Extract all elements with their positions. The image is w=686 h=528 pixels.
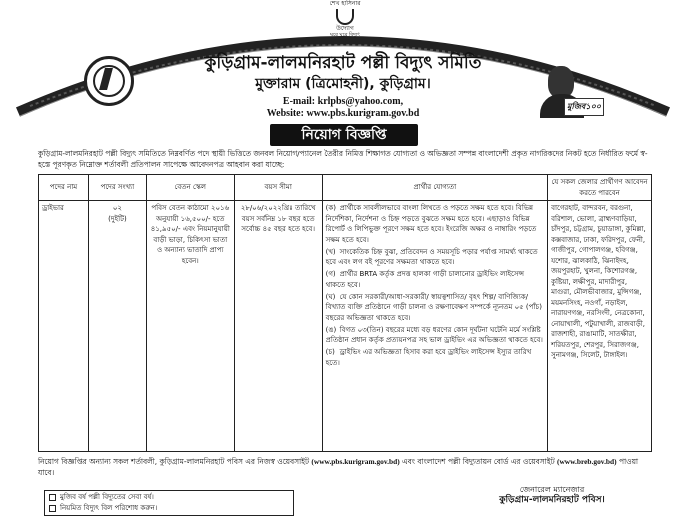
emblem-line3: ঘরে ঘরে বিদ্যুৎ [330, 32, 360, 38]
emblem-line2: উদ্যোগ [336, 25, 354, 32]
slogan-item: মুজিব বর্ষ পল্লী বিদ্যুতের সেবা বর্ষ। [49, 492, 289, 503]
header-pay-scale: বেতন স্কেল [146, 175, 234, 201]
header-post-count: পদের সংখ্যা [88, 175, 146, 201]
qualification-item: (খ) সাংকেতিক চিহ্ন বুঝা, প্রতিবেদন ও সময়সূচি পড়ার পর্যাপ্ত সামর্থ্য থাকতে হবে এবং লগ বই পূরণের সক্ষমতা থাকতে হবে। [325, 247, 538, 266]
qualification-item: (ঙ) বিগত ০৩(তিন) বছরের মধ্যে বড় ধরণের কোন দূর্ঘটনা ঘটেনি মর্মে সংশ্লিষ্ট প্রতিষ্ঠান প্রধান কর্তৃক প্রত্যয়নপত্র সহ ভাল ড্রাইভিং এর অভিজ্ঞতা থাকতে হবে। [325, 325, 543, 344]
table-row [39, 201, 652, 452]
signatory-title: জেনারেল ম্যানেজার [519, 485, 585, 494]
top-emblem [300, 0, 390, 40]
org-address: মুক্তারাম (ত্রিমোহনী), কুড়িগ্রাম। [255, 76, 431, 92]
signature-block [452, 484, 652, 506]
footer-note: নিয়োগ বিজ্ঞপ্তির অন্যান্য সকল শর্তাবলী, কুড়িগ্রাম-লালমনিরহাট পবিস এর নিজস্ব ওয়েবসাইট (www.pbs.kurigram.gov.bd) এবং বাংলাদেশ পল্লী বিদ্যুতায়ন বোর্ড এর ওয়েবসাইট (www.breb.gov.bd) পাওয়া যাবে। [38, 457, 639, 477]
qualification-item: (ঘ) যে কোন সরকারী/আধা-সরকারী/ স্বায়ত্বশাসিত/ বৃহৎ শিল্প/ বাণিজ্যিক/ বিখ্যাত ব্যক্তি প্রতিষ্ঠানে গাড়ী চালনা ও রক্ষণাবেক্ষণ সম্পর্কে ন্যূনতম ০৫ (পাঁচ) বছরের অভিজ্ঞতা থাকতে হবে। [325, 292, 542, 322]
header-post-name: পদের নাম [39, 175, 89, 201]
qualification-item: (ক) প্রার্থীকে সাবলীলভাবে বাংলা লিখতে ও পড়তে সক্ষম হতে হবে। বিভিন্ন নির্দেশিকা, নির্দেশনা ও চিহ্ন পড়তে বুঝতে সক্ষম হতে হবে। এছাড়াও বিভিন্ন রিপোর্ট ও লিপিভুক্ত পূরণে সক্ষম হতে হবে। ইংরেজি অক্ষর ও নাম্বারিং পড়তে সক্ষম হতে হবে। [325, 204, 537, 244]
cell-post-name: ড্রাইভার [39, 201, 89, 452]
cell-districts: বাগেরহাট, বান্দরবন, বরগুনা, বরিশাল, ভোলা, ব্রাহ্মণবাড়িয়া, চাঁদপুর, চট্টগ্রাম, চুয়াডাঙ্গা, কুমিল্লা, কক্সবাজার, ঢাকা, ফরিদপুর, ফেনী, গাজীপুর, গোপালগঞ্জ, হবিগঞ্জ, যশোর, ঝালকাঠি, ঝিনাইদহ, জয়পুরহাট, খুলনা, কিশোরগঞ্জ, কুষ্টিয়া, লক্ষীপুর, মাদারীপুর, মাগুরা, মৌলভীবাজার, মুন্সিগঞ্জ, ময়মনসিংহ, নওগাঁ, নড়াইল, নারায়ণগঞ্জ, নরসিংদী, নেত্রকোনা, নোয়াখালী, পটুয়াখালী, রাজবাড়ী, রাজশাহী, রাঙামাটি, সাতক্ষীরা, শরিয়তপুর, শেরপুর, সিরাজগঞ্জ, সুনামগঞ্জ, সিলেট, টাঙ্গাইল। [548, 201, 652, 452]
post-count-number: ০২ [112, 204, 122, 212]
header-districts: যে সকল জেলার প্রার্থীগণ আবেদন করতে পারবেন [548, 175, 652, 201]
posts-table [38, 174, 652, 452]
org-website: Website: www.pbs.kurigram.gov.bd [266, 108, 420, 119]
post-count-words: (দুইটি) [108, 214, 127, 223]
org-email: E-mail: krlpbs@yahoo.com, [282, 96, 404, 107]
slogan-box [44, 490, 294, 516]
emblem-line1: শেখ হাসিনার [329, 0, 361, 7]
checkbox-icon [49, 505, 56, 512]
slogan-item: নিয়মিত বিদ্যুৎ বিল পরিশোধ করুন। [49, 503, 289, 514]
qualification-item: (চ) ড্রাইভিং এর অভিজ্ঞতা হিসাব করা হবে ড্রাইভিং লাইসেন্স ইস্যুর তারিখ হতে। [325, 348, 532, 367]
checkbox-icon [49, 494, 56, 501]
cell-qualification [322, 201, 548, 452]
cell-post-count [88, 201, 146, 452]
table-header-row [39, 175, 652, 201]
header-age-limit: বয়স সীমা [234, 175, 322, 201]
intro-paragraph: কুড়িগ্রাম-লালমনিরহাট পল্লী বিদ্যুৎ সমিতিতে নিম্নবর্ণিত পদে স্থায়ী ভিত্তিতে জনবল নিয়োগ/প্যানেল তৈরীর নিমিত্ত শিক্ষাগত যোগ্যতা ও অভিজ্ঞতা সম্পন্ন বাংলাদেশী প্রকৃত নাগরিকদের নিকট হতে নির্ধারিত ফর্মে স্ব-হস্তে পূরণকৃত নিম্নোক্ত শর্তাবলী প্রতিপালন সাপেক্ষে আবেদনপত্র আহবান করা যাচ্ছে: [38, 149, 648, 169]
qualification-item: (গ) প্রার্থীর BRTA কর্তৃক প্রদত্ত হালকা গাড়ী চালানোর ড্রাইভিং লাইসেন্স থাকতে হবে। [325, 270, 524, 289]
mujib100-badge: মুজিব১০০ [564, 98, 604, 116]
org-name: কুড়িগ্রাম-লালমনিরহাট পল্লী বিদ্যুৎ সমিতি [204, 53, 482, 73]
signatory-org: কুড়িগ্রাম-লালমনিরহাট পবিস। [499, 495, 605, 505]
cell-age-limit: ২৮/০৬/২০২২খ্রিঃ তারিখে বয়স সর্বনিম্ন ১৮ বছর হতে সর্বোচ্চ ৪৫ বছর হতে হবে। [234, 201, 322, 452]
notice-title: নিয়োগ বিজ্ঞপ্তি [270, 124, 418, 146]
lamp-icon [336, 9, 354, 25]
header-qualification: প্রার্থীর যোগ্যতা [322, 175, 548, 201]
cell-pay-scale: পবিস বেতন কাঠামো ২০১৬ অনুযায়ী ১৬,৫০০/- হতে ৪১,৯৫০/- এবং নিয়মানুযায়ী বাড়ী ভাড়া, চিকিৎসা ভাতা ও অন্যান্য ভাতাদি প্রাপ্য হবেন। [146, 201, 234, 452]
breb-website-link[interactable]: (www.breb.gov.bd) [556, 457, 617, 466]
pbs-website-link[interactable]: (www.pbs.kurigram.gov.bd) [311, 457, 400, 466]
